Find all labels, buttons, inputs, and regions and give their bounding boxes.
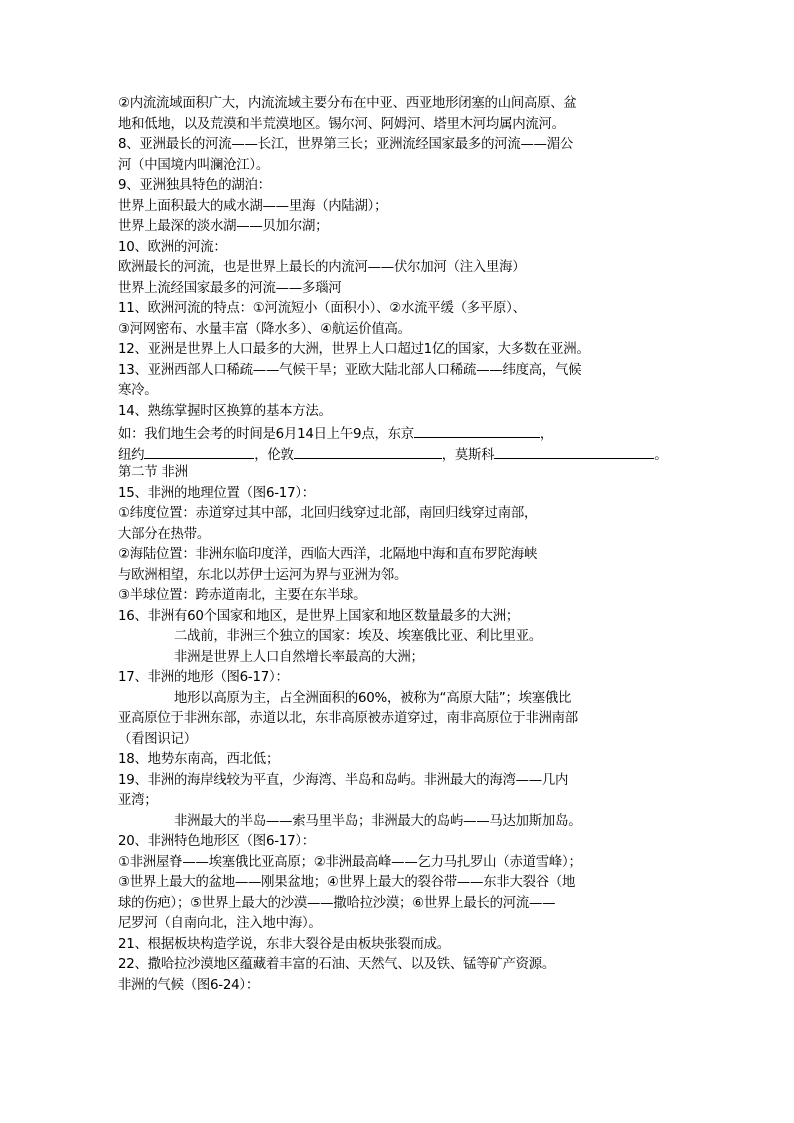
example-comma: ， <box>539 427 554 442</box>
london-answer-blank[interactable] <box>294 443 442 459</box>
text-line: 14、熟练掌握时区换算的基本方法。 <box>118 403 332 419</box>
newyork-label: 纽约 <box>118 447 145 463</box>
example-prefix: 如：我们地生会考的时间是6月14日上午9点，东京 <box>118 427 414 442</box>
text-line: 9、亚洲独具特色的湖泊： <box>118 178 271 193</box>
text-line: 22、撒哈拉沙漠地区蕴藏着丰富的石油、天然气、以及铁、锰等矿产资源。 <box>118 957 556 972</box>
text-line: 世界上最深的淡水湖——贝加尔湖； <box>118 219 329 234</box>
text-line: 球的伤疤）；⑤世界上最大的沙漠——撒哈拉沙漠；⑥世界上最长的河流—— <box>118 895 556 911</box>
text-line: 10、欧洲的河流： <box>118 239 227 255</box>
text-line: 河（中国境内叫澜沧江）。 <box>118 157 269 173</box>
tokyo-answer-blank[interactable] <box>414 422 540 438</box>
text-line: ②内流流域面积广大，内流流域主要分布在中亚、西亚地形闭塞的山间高原、盆 <box>118 96 577 111</box>
text-line: 21、根据板块构造学说，东非大裂谷是由板块张裂而成。 <box>118 936 450 952</box>
text-line: 与欧洲相望，东北以苏伊士运河为界与亚洲为邻。 <box>118 567 408 583</box>
text-line: ①非洲屋脊——埃塞俄比亚高原；②非洲最高峰——乞力马扎罗山（赤道雪峰）； <box>118 854 582 870</box>
text-line: 13、亚洲西部人口稀疏——气候干旱；亚欧大陆北部人口稀疏——纬度高，气候 <box>118 362 582 378</box>
text-line: 17、非洲的地形（图6-17）： <box>118 670 289 685</box>
text-line: 18、地势东南高，西北低； <box>118 752 280 767</box>
newyork-answer-blank[interactable] <box>144 443 254 459</box>
moscow-answer-blank[interactable] <box>494 443 654 459</box>
text-line: 亚湾； <box>118 793 158 808</box>
text-line: ③半球位置：跨赤道南北，主要在东半球。 <box>118 588 367 603</box>
document-body <box>118 94 700 996</box>
indented-line: 非洲是世界上人口自然增长率最高的大洲； <box>174 649 424 665</box>
timezone-example-line <box>118 422 700 443</box>
text-line: （看图识记） <box>118 731 197 747</box>
text-line: 非洲的气候（图6-24）： <box>118 977 259 993</box>
text-line: 大部分在热带。 <box>118 526 210 542</box>
text-line: 8、亚洲最长的河流——长江，世界第三长；亚洲流经国家最多的河流——湄公 <box>118 137 574 152</box>
text-line: ①纬度位置：赤道穿过其中部，北回归线穿过北部，南回归线穿过南部， <box>118 506 538 521</box>
text-line: 尼罗河（自南向北，注入地中海）。 <box>118 916 322 931</box>
text-line: 亚高原位于非洲东部，赤道以北，东非高原被赤道穿过，南非高原位于非洲南部 <box>118 711 578 726</box>
moscow-label: ，莫斯科 <box>441 447 495 463</box>
text-line: 世界上流经国家最多的河流——多瑙河 <box>118 280 342 296</box>
text-line: 15、非洲的地理位置（图6-17）： <box>118 485 315 501</box>
london-label: ，伦敦 <box>254 447 294 463</box>
indented-line: 非洲最大的半岛——索马里半岛；非洲最大的岛屿——马达加斯加岛。 <box>174 813 582 829</box>
text-line: 12、亚洲是世界上人口最多的大洲，世界上人口超过1亿的国家，大多数在亚洲。 <box>118 342 590 357</box>
text-line: 地和低地，以及荒漠和半荒漠地区。锡尔河、阿姆河、塔里木河均属内流河。 <box>118 116 565 132</box>
indented-line: 地形以高原为主，占全洲面积的60%，被称为“高原大陆”；埃塞俄比 <box>174 690 572 706</box>
text-line: 20、非洲特色地形区（图6-17）： <box>118 834 315 849</box>
text-line: 欧洲最长的河流，也是世界上最长的内流河——伏尔加河（注入里海） <box>118 260 526 275</box>
text-line: 11、欧洲河流的特点：①河流短小（面积小）、②水流平缓（多平原）、 <box>118 301 526 316</box>
text-line: ③河网密布、水量丰富（降水多）、④航运价值高。 <box>118 321 411 337</box>
example-period: 。 <box>654 447 668 463</box>
text-line: ③世界上最大的盆地——刚果盆地；④世界上最大的裂谷带——东非大裂谷（地 <box>118 875 576 890</box>
text-line: 19、非洲的海岸线较为平直，少海湾、半岛和岛屿。非洲最大的海湾——几内 <box>118 772 569 788</box>
timezone-example-line <box>118 443 700 464</box>
text-line: 寒冷。 <box>118 383 158 398</box>
indented-line: 二战前，非洲三个独立的国家：埃及、埃塞俄比亚、利比里亚。 <box>174 629 542 644</box>
text-line: 世界上面积最大的咸水湖——里海（内陆湖）； <box>118 198 388 214</box>
section-heading: 第二节 非洲 <box>118 465 188 480</box>
text-line: 16、非洲有60个国家和地区，是世界上国家和地区数量最多的大洲； <box>118 608 520 624</box>
text-line: ②海陆位置：非洲东临印度洋，西临大西洋，北隔地中海和直布罗陀海峡 <box>118 547 538 562</box>
